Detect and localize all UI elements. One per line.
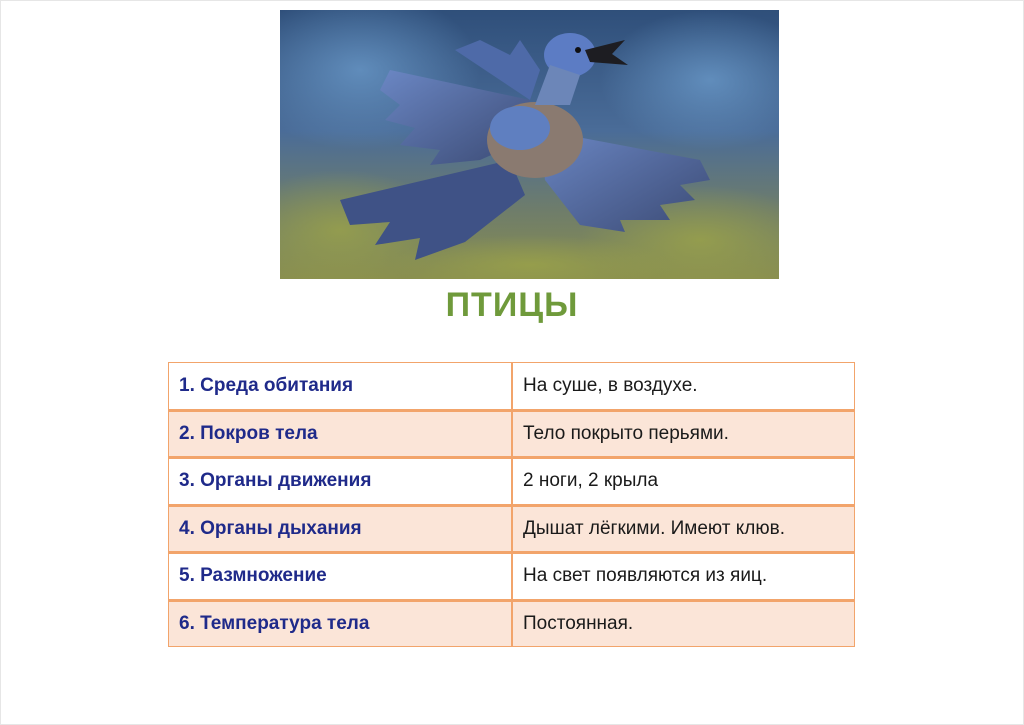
page-title: ПТИЦЫ: [445, 286, 579, 324]
bird-photo: [280, 10, 779, 279]
table-row-value: На свет появляются из яиц.: [512, 552, 855, 600]
table-row-value: На суше, в воздухе.: [512, 362, 855, 410]
table-row-value: Постоянная.: [512, 600, 855, 648]
table-row-value: Тело покрыто перьями.: [512, 410, 855, 458]
table-row-label: 2. Покров тела: [168, 410, 512, 458]
table-row-label: 5. Размножение: [168, 552, 512, 600]
table-row-label: 6. Температура тела: [168, 600, 512, 648]
description-column: [512, 362, 855, 647]
feature-column: [168, 362, 512, 647]
table-row-label: 1. Среда обитания: [168, 362, 512, 410]
table-row-label: 3. Органы движения: [168, 457, 512, 505]
table-row-value: 2 ноги, 2 крыла: [512, 457, 855, 505]
table-row-label: 4. Органы дыхания: [168, 505, 512, 553]
table-row-value: Дышат лёгкими. Имеют клюв.: [512, 505, 855, 553]
